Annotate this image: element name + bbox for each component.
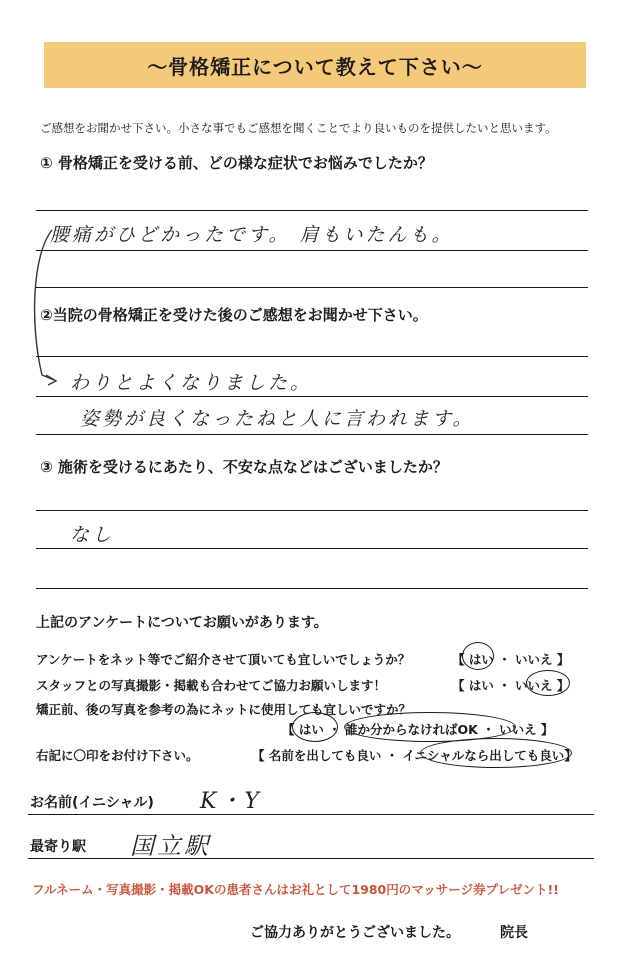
question-3: ③ 施術を受けるにあたり、不安な点などはございましたか？ (40, 458, 448, 476)
answer-2-handwriting-line1: わりとよくなりました。 (70, 372, 313, 394)
name-value-handwriting: K・Y (200, 789, 262, 814)
thanks-text: ご協力ありがとうございました。 (250, 925, 460, 941)
answer-line (36, 396, 588, 397)
answer-line (36, 356, 588, 357)
request-4-text: 右記に〇印をお付け下さい。 (36, 748, 199, 763)
answer-line (36, 210, 588, 211)
request-2-options: 【 はい ・ いいえ 】 (452, 678, 570, 693)
circle-mark (462, 642, 494, 670)
director-signature: 院長 (500, 925, 528, 941)
question-1: ① 骨格矯正を受ける前、どの様な症状でお悩みでしたか？ (40, 154, 433, 172)
promo-text: フルネーム・写真撮影・掲載OKの患者さんはお礼として1980円のマッサージ券プレゼント!! (32, 882, 559, 897)
intro-text: ご感想をお聞かせ下さい。小さな事でもご感想を聞くことでより良いものを提供したいと思います。 (40, 121, 557, 135)
circle-mark (292, 712, 338, 742)
title-banner (44, 42, 586, 88)
answer-line (36, 434, 588, 435)
page-title: ～骨格矯正について教えて下さい～ (147, 54, 483, 79)
answer-line (36, 510, 588, 511)
circle-mark (420, 738, 572, 768)
answer-line (36, 287, 588, 288)
answer-line (36, 548, 588, 549)
request-1-text: アンケートをネット等でご紹介させて頂いても宜しいでしょうか？ (36, 652, 411, 667)
station-underline (28, 858, 594, 859)
requests-heading: 上記のアンケートについてお願いがあります。 (36, 615, 328, 631)
request-3-options: 【 はい ・ 誰か分からなければOK ・ いいえ 】 (282, 722, 554, 737)
station-value-handwriting: 国立駅 (130, 832, 211, 860)
answer-line (36, 588, 588, 589)
circle-mark (526, 670, 570, 696)
request-1-options: 【 はい ・ いいえ 】 (452, 652, 570, 667)
station-label: 最寄り駅 (30, 839, 86, 855)
answer-2-handwriting-line2: 姿勢が良くなったねと人に言われます。 (80, 408, 475, 430)
request-3-text: 矯正前、後の写真を参考の為にネットに使用しても宜しいですか？ (36, 702, 412, 717)
answer-line (36, 250, 588, 251)
answer-3-handwriting: なし (70, 524, 115, 546)
name-underline (28, 814, 594, 815)
name-label: お名前(イニシャル) (30, 795, 154, 811)
request-2-text: スタッフとの写真撮影・掲載も合わせてご協力お願いします！ (36, 678, 387, 693)
answer-1-handwriting: 腰痛がひどかったです。 肩もいたんも。 (50, 224, 454, 246)
question-2: ②当院の骨格矯正を受けた後のご感想をお聞かせ下さい。 (40, 306, 428, 324)
request-4-options: 【 名前を出しても良い ・ イニシャルなら出しても良い】 (252, 748, 577, 763)
